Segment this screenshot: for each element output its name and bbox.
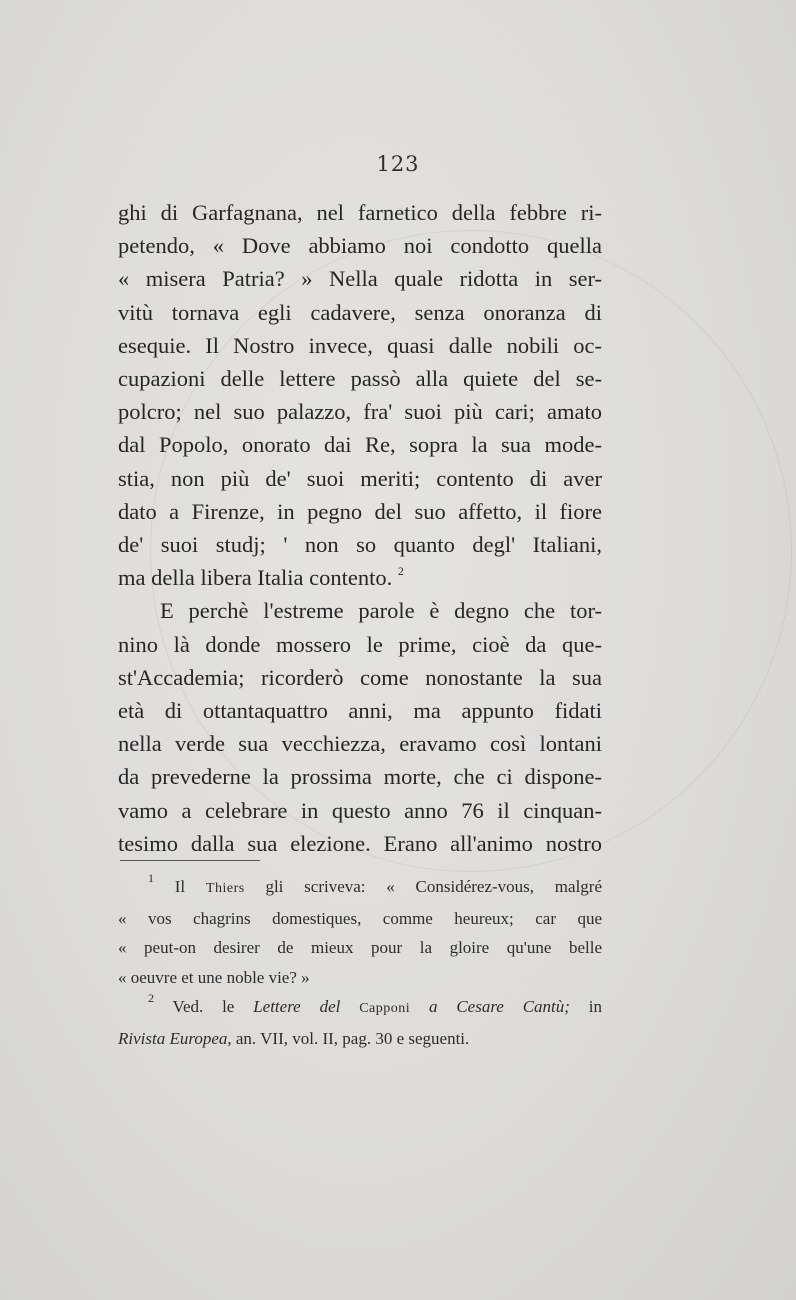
footnote-1-line: « peut-on desirer de mieux pour la gloire qu'une belle bbox=[118, 938, 602, 957]
italic-title: a Cesare Cantù; bbox=[428, 997, 570, 1016]
text-line: stia, non più de' suoi meriti; contento di aver bbox=[118, 465, 602, 491]
text-line-paragraph-start: E perchè l'estreme parole è degno che tor- bbox=[160, 598, 602, 624]
text-line: nino là donde mossero le prime, cioè da que- bbox=[118, 631, 602, 657]
text-line: cupazioni delle lettere passò alla quiete del se- bbox=[118, 366, 602, 392]
footnote-1-line: « vos chagrins domestiques, comme heureux; car que bbox=[118, 908, 602, 928]
footnote-marker-1: 1 bbox=[148, 871, 154, 885]
text-line: da prevederne la prossima morte, che ci dispone- bbox=[118, 764, 602, 790]
text-line: età di ottantaquattro anni, ma appunto fidati bbox=[118, 698, 602, 724]
text-line-with-note-ref bbox=[118, 528, 602, 561]
footnote-divider bbox=[120, 860, 260, 861]
text-fragment: Ved. le bbox=[172, 997, 235, 1016]
text-line: st'Accademia; ricorderò come nonostante la sua bbox=[118, 664, 602, 690]
footnote-1-line bbox=[118, 872, 602, 904]
text-fragment: Il bbox=[174, 877, 186, 896]
text-fragment: de' suoi studj; bbox=[118, 532, 266, 558]
text-fragment: ' non so quanto degl' Italiani, bbox=[283, 532, 602, 558]
page-number: 123 bbox=[376, 152, 420, 176]
text-line: ghi di Garfagnana, nel farnetico della febbre ri- bbox=[118, 200, 602, 225]
text-line: polcro; nel suo palazzo, fra' suoi più cari; amato bbox=[118, 399, 602, 425]
text-fragment: gli scriveva: « Considérez-vous, malgré bbox=[265, 877, 603, 896]
footnotes bbox=[118, 872, 602, 1053]
footnote-marker-2: 2 bbox=[148, 991, 154, 1005]
footnote-1-line: « oeuvre et une noble vie? » bbox=[118, 967, 310, 987]
text-fragment: ma della libera Italia contento. bbox=[118, 565, 393, 591]
italic-title: Lettere del bbox=[253, 997, 341, 1016]
author-name-thiers: Thiers bbox=[205, 881, 245, 896]
text-line: dato a Firenze, in pegno del suo affetto, il fiore bbox=[118, 498, 602, 524]
text-line: vamo a celebrare in questo anno 76 il cinquan- bbox=[118, 797, 602, 823]
text-fragment: in bbox=[588, 997, 602, 1016]
body-text bbox=[118, 196, 602, 860]
author-name-capponi: Capponi bbox=[359, 1001, 411, 1016]
text-fragment: an. VII, vol. II, pag. 30 e seguenti. bbox=[235, 1028, 470, 1048]
text-line: nella verde sua vecchiezza, eravamo così lontani bbox=[118, 731, 602, 757]
italic-journal: Rivista Europea, bbox=[118, 1028, 232, 1048]
text-line: « misera Patria? » Nella quale ridotta in ser- bbox=[118, 266, 602, 292]
text-line: petendo, « Dove abbiamo noi condotto quella bbox=[118, 233, 602, 259]
footnote-ref-2: 2 bbox=[397, 564, 404, 579]
text-line: tesimo dalla sua elezione. Erano all'animo nostro bbox=[118, 830, 602, 856]
text-line: esequie. Il Nostro invece, quasi dalle nobili oc- bbox=[118, 332, 602, 358]
text-line: dal Popolo, onorato dai Re, sopra la sua mode- bbox=[118, 432, 602, 458]
footnote-2-line bbox=[118, 1024, 602, 1054]
footnote-2-line bbox=[118, 992, 602, 1024]
text-line-paragraph-end bbox=[118, 561, 602, 594]
text-line: vitù tornava egli cadavere, senza onoranza di bbox=[118, 299, 602, 325]
